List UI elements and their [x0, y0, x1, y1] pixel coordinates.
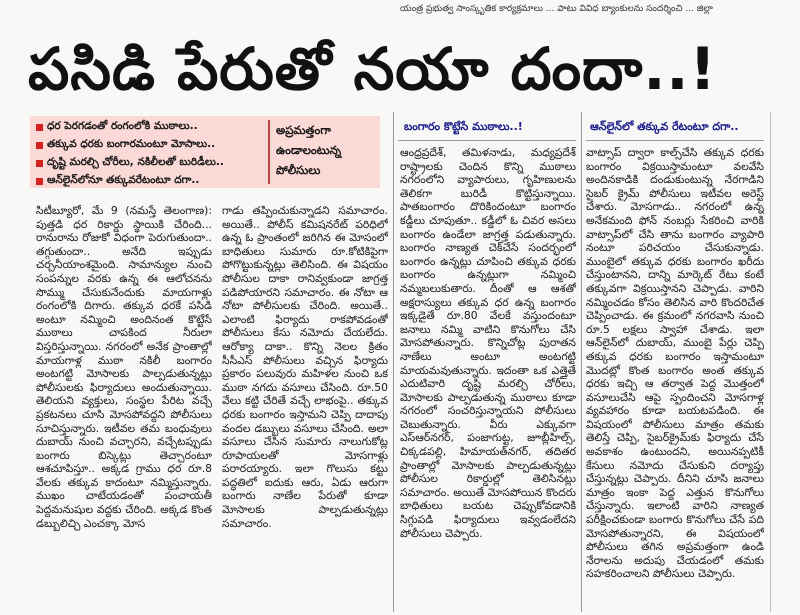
- article-column-3: [400, 146, 576, 609]
- highlight-text: దృష్టి మరల్చి చోరీలు, నకిలీలతో బురిడీలు..: [47, 155, 224, 168]
- article-column-2: [222, 204, 388, 609]
- column-text: సిటీబ్యూరో, మే 9 (నమస్తే తెలంగాణ): పుత్తడి ధర రికార్డు స్థాయికి చేరింది... రానురాను రోజుకో విధంగా పెరుగుతుందా.. తగ్గుతుందా.. అనేది ఇప్పుడు చర్చనీయాంశమైంది. సామాన్యుల నుంచి సంపన్నుల వరకు ఉన్న ఈ ఆలోచనను సొమ్ము చేసుకునేందుకు మాయగాళ్లు రంగంలోకి దిగారు. తక్కువ ధరకే పసిడి అంటూ నమ్మించి అందినంత కొట్టేసే ముఠాలు చాపకింద నీరులా విస్తరిస్తున్నాయి. నగరంలో అనేక ప్రాంతాల్లో మాయగాళ్ల ముఠా నకిలీ బంగారం అంటగట్టి మోసాలకు పాల్పడుతున్నట్లు పోలీసులకు ఫిర్యాదులు అందుతున్నాయి. తెలియని వ్యక్తులు, సంస్థల పేరిట వచ్చే ప్రకటనలు చూసి మోసపోవద్దని పోలీసులు సూచిస్తున్నారు. ఇటీవల తమ బంధువులు దుబాయ్ నుంచి వచ్చారని, వచ్చేటప్పుడు బంగారు బిస్కెట్లు తెచ్చారంటూ ఆశచూపిస్తూ.. అక్కడ గ్రాము ధర రూ.8 వేలకు తక్కువ కాదంటూ నమ్మిస్తున్నారు. ముఖం చాటేయడంతో పంచాయతీ పెద్దమనుషుల వద్దకు చేరింది. అక్కడ కొంత డబ్బులిచ్చి ఎంచక్కా మోస: [36, 204, 212, 530]
- page-edge-rule: [770, 112, 771, 612]
- previous-article-strip: [0, 0, 800, 20]
- article-column-1: [36, 204, 212, 609]
- column-text: వాట్సాప్ ద్వారా కాల్స్‌చేసి తక్కువ ధరకు బంగారం విక్రయిస్తామంటూ వలవేసి అందినకాడికి దండుకుంటున్న నేరగాడిని సైబర్ క్రైమ్ పోలీసులు ఇటీవల అరెస్ట్ చేశారు. మోసగాడు.. నగరంలో ఉన్న అనేకమంది ఫోన్ నంబర్లు సేకరించి వారికి వాట్సాప్‌లో చేసి తాను బంగారం వ్యాపారి నంటూ పరిచయం చేసుకున్నాడు. ముంబైలో తక్కువ ధరకు బంగారం ఖరీదు చేస్తుంటానని, దాన్ని మార్కెట్ రేటు కంటే తక్కువగా విక్రయిస్తానని చెప్పాడు. వారిని నమ్మించడం కోసం తెలిసిన వారి కొందరిచేత చెప్పించాడు. ఈ క్రమంలో నగరవాసి నుంచి రూ.5 లక్షలు స్వాహా చేశాడు. ఇలా ఆన్‌లైన్‌లో దుబాయ్, ముంబై పేర్లు చెప్పి తక్కువ ధరకు బంగారం ఇస్తామంటూ మొదట్లో కొంత బంగారం అంత తక్కువ ధరకు ఇచ్చి ఆ తర్వాత పెద్ద మొత్తంలో వసూలుచేసి ఆపై స్పందించని మోసగాళ్ల వ్యవహారం కూడా బయటపడింది. ఈ విషయంలో పోలీసులు మాత్రం తమకు తెలిస్తే చెప్పి, సైబర్‌క్రైమ్‌కు ఫిర్యాదు చేసే అవకాశం ఉంటుందని, అయినప్పటికీ కేసులు నమోదు చేసుకుని దర్యాప్తు చేస్తున్నట్లు చెప్పారు. దీనిని చూసి జనాలు మాత్రం ఇంకా పెద్ద ఎత్తున కొనుగోలు చేస్తున్నారు. ఇలాంటి వారిని నాణ్యత పరీక్షించకుండా బంగారు కొనుగోలు చేసే పది మోసపోతున్నారని, ఈ విషయంలో పోలీసులు తగిన అప్రమత్తంగా ఉండి నేరాలను అదుపు చేయడంలో తమకు సహకరించాలని పోలీసులు చెప్పారు.: [586, 146, 764, 581]
- highlight-item: [36, 154, 262, 172]
- pull-quote: అప్రమత్తంగా ఉండాలంటున్న పోలీసులు: [268, 120, 384, 184]
- column-divider: [581, 112, 582, 612]
- highlight-item: [36, 118, 262, 136]
- top-strip-text: యంత్ర ప్రభుత్వ సాంస్కృతిక కార్యక్రమాలు ... పాటు వివిధ బ్యాంకులను సందర్శించి ... జిల్లా: [400, 4, 713, 14]
- article-column-4: [586, 146, 764, 609]
- highlight-item: [36, 136, 262, 154]
- highlight-item: [36, 172, 262, 190]
- subhead-rule: [586, 140, 764, 141]
- bullet-square-icon: [36, 124, 43, 131]
- column-text: ఆంధ్రప్రదేశ్, తమిళనాడు, మధ్యప్రదేశ్ రాష్ట్రాలకు చెందిన కొన్ని ముఠాలు నగరంలోని వ్యాపారులు, గృహిణులను తెలికగా బురిడీ కొట్టిస్తున్నాయి. పాతబంగారం దొరికిందంటూ బంగారం కడ్డీలు చూపుతూ.. కడ్డీలో ఓ చివర అసలు బంగారం ఉండేలా జాగ్రత్త పడుతున్నారు. బంగారం నాణ్యత చెక్‌చేసే సందర్భంలో బంగారం ఉన్నట్లు చూపించి తక్కువ ధరకు బంగారం ఉన్నట్లుగా నమ్మించి నమ్మబలుకుతారు. దీంతో ఆ ఆశతో అక్షరాస్యులు తక్కువ ధర ఉన్న బంగారం ఇక్కడైతే రూ.80 వేలకే వస్తుందంటూ జనాలు నమ్మి వాటిని కొనుగోలు చేసి మోసపోతున్నారు. కొన్నిచోట్ల పురాతన నాణేలు అంటూ అంటగట్టి మాయమవుతున్నారు. ఇదంతా ఒక ఎత్తైతే ఎదుటివారి దృష్టి మరల్చి చోరీలు, మోసాలకు పాల్పడుతున్న ముఠాలు కూడా నగరంలో సంచరిస్తున్నాయని పోలీసులు చెబుతున్నారు. వీరు ఎక్కువగా ఎస్‌ఆర్‌నగర్, పంజాగుట్ట, జూబ్లీహిల్స్, చిక్కడపల్లి, హిమాయత్‌నగర్, తదితర ప్రాంతాల్లో మోసాలకు పాల్పడుతున్నట్లు పోలీసుల రికార్డుల్లో తెలిసినట్లు సమాచారం. అయితే మోసపోయిన కొందరు బాధితులు బయట చెప్పుకోవడానికి సిగ్గుపడి ఫిర్యాదులు ఇవ్వడంలేదని పోలీసులు చెప్పారు.: [400, 146, 576, 540]
- bullet-square-icon: [36, 160, 43, 167]
- highlights-list: [36, 118, 262, 190]
- highlight-text: ఆన్‌లైన్‌లోనూ తక్కువరేటంటూ దగా..: [47, 173, 200, 186]
- column-text: గాడు తప్పించుకున్నాడని సమాచారం. అయితే.. పోలీస్ కమిషనరేట్ పరిధిలో ఉన్న ఓ ప్రాంతంలో జరిగిన ఈ మోసంలో బాధితులు సుమారు రూ.కోటికిపైగా పోగొట్టుకున్నట్లు తెలిసింది. ఈ విషయం పోలీసుల దాకా రానివ్వకుండా జాగ్రత్త పడిపోయారని సమాచారం. ఈ నోటా ఆ నోటా పోలీసులకు చేరింది. అయితే.. ఎలాంటి ఫిర్యాదు రాకపోవడంతో పోలీసులు కేసు నమోదు చేయలేదు. ఆరోక్యా దాకా.. కొన్ని నెలల క్రితం సీసీఎస్ పోలీసులు వచ్చిన ఫిర్యాదు ప్రకారం పలువురు మహిళల నుంచి ఒక ముఠా నగదు వసూలు చేసింది. రూ.50 వేలు కట్టి చేరితే వచ్చే లాభంపై.. తక్కువ ధరకు బంగారం ఇస్తామని చెప్పి దాదాపు వందల డబ్బులు వసూలు చేసింది. అలా వసూలు చేసిన సుమారు నాలుగుకోట్ల రూపాయలతో మోసగాళ్లు పరారయ్యారు. ఇలా గొలుసు కట్టు పద్ధతిలో ఐదుకు ఆరు, ఏడు ఆరుగా బంగారు నాణేల పేరుతో కూడా మోసాలకు పాల్పడుతున్నట్లు సమాచారం.: [222, 204, 388, 530]
- bullet-square-icon: [36, 142, 43, 149]
- bullet-square-icon: [36, 178, 43, 185]
- subhead-rule: [398, 140, 576, 141]
- subhead-gold-gangs: బంగారం కొట్టేసే ముఠాలు..!: [404, 120, 523, 133]
- headline: పసిడి పేరుతో నయా దందా..!: [28, 35, 717, 103]
- column-divider: [393, 112, 394, 612]
- highlight-text: ధర పెరగడంతో రంగంలోకి ముఠాలు..: [47, 119, 198, 132]
- subhead-online-fraud: ఆన్‌లైన్‌లో తక్కువ రేటంటూ దగా..: [590, 120, 739, 133]
- highlight-text: తక్కువ ధరకు బంగారమంటూ మోసాలు..: [47, 137, 216, 150]
